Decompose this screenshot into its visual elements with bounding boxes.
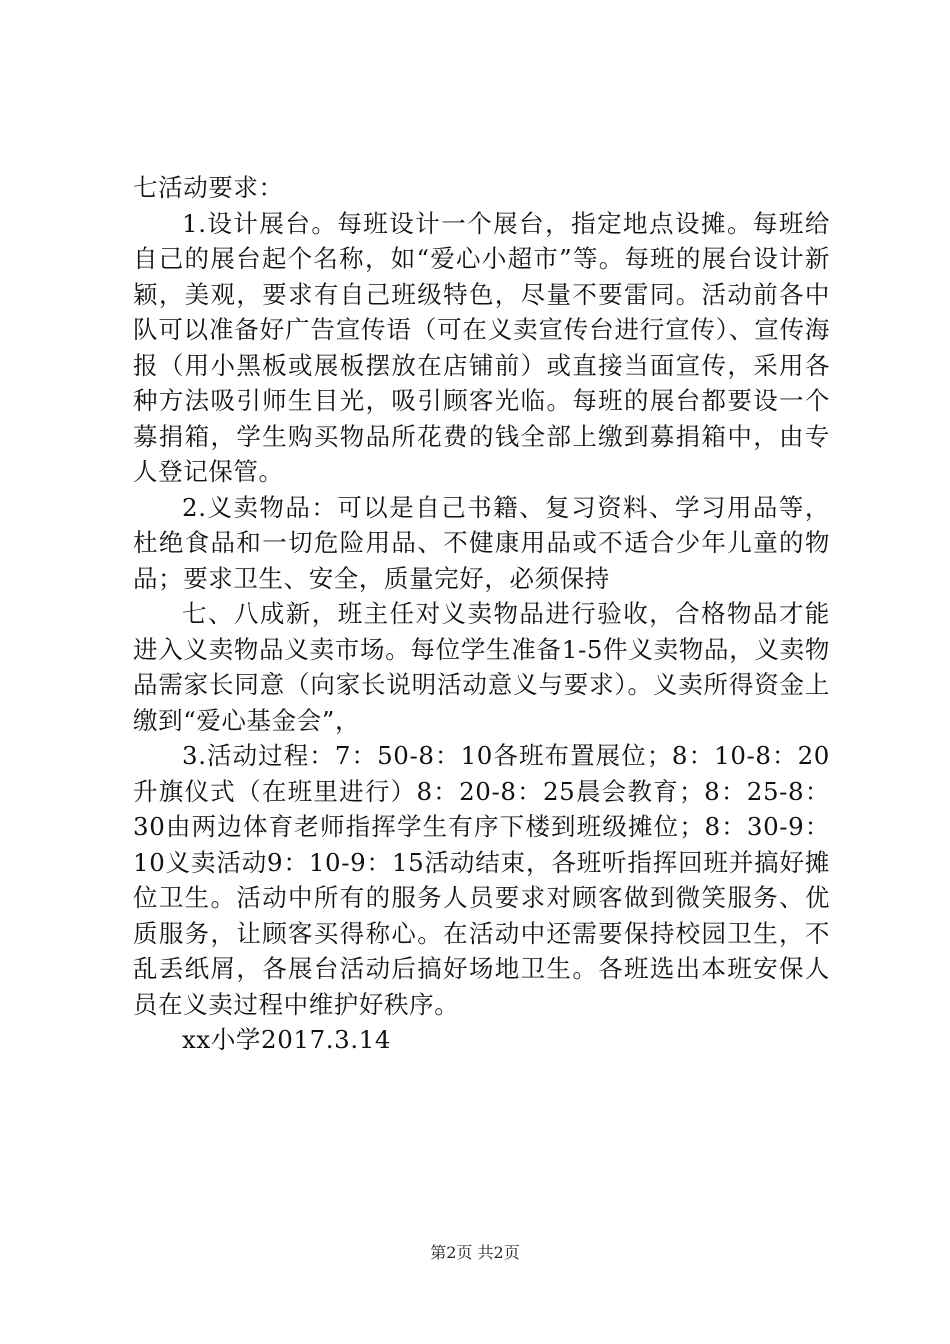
page-number: 第2页 共2页: [430, 1243, 520, 1262]
paragraph-activity-process: 3.活动过程：7：50-8：10各班布置展位；8：10-8：20升旗仪式（在班里进行）8：20-8：25晨会教育；8：25-8：30由两边体育老师指挥学生有序下楼到班级摊位；8：30-9：10义卖活动9：10-9：15活动结束，各班听指挥回班并搞好摊位卫生。活动中所有的服务人员要求对顾客做到微笑服务、优质服务，让顾客买得称心。在活动中还需要保持校园卫生，不乱丢纸屑，各展台活动后搞好场地卫生。各班选出本班安保人员在义卖过程中维护好秩序。: [133, 741, 830, 1019]
paragraph-sale-items: 2.义卖物品：可以是自己书籍、复习资料、学习用品等，杜绝食品和一切危险用品、不健康用品或不适合少年儿童的物品；要求卫生、安全，质量完好，必须保持: [133, 492, 830, 593]
section-heading: 七活动要求：: [133, 173, 284, 202]
signature-date: xx小学2017.3.14: [182, 1025, 392, 1054]
paragraph-item-inspection: 七、八成新，班主任对义卖物品进行验收，合格物品才能进入义卖物品义卖市场。每位学生准备1-5件义卖物品，义卖物品需家长同意（向家长说明活动意义与要求）。义卖所得资金上缴到“爱心基金会”，: [133, 599, 830, 735]
paragraph-booth-design: 1.设计展台。每班设计一个展台，指定地点设摊。每班给自己的展台起个名称，如“爱心小超市”等。每班的展台设计新颖，美观，要求有自己班级特色，尽量不要雷同。活动前各中队可以准备好广告宣传语（可在义卖宣传台进行宣传）、宣传海报（用小黑板或展板摆放在店铺前）或直接当面宣传，采用各种方法吸引师生目光，吸引顾客光临。每班的展台都要设一个募捐箱，学生购买物品所花费的钱全部上缴到募捐箱中，由专人登记保管。: [133, 208, 830, 486]
document-body: [133, 170, 830, 1058]
